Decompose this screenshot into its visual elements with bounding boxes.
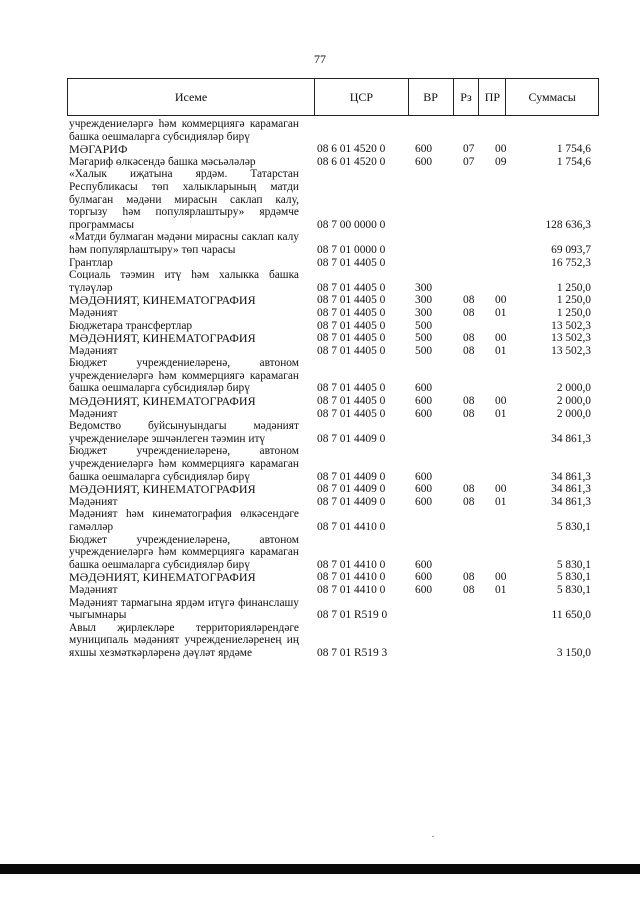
table-row — [69, 534, 591, 572]
page-number: 77 — [314, 52, 326, 66]
cell-name: Социаль тәэмин итү һәм халыкка башка түләүләр — [69, 269, 299, 294]
cell-vr: 600 — [415, 143, 433, 156]
cell-pr: 01 — [495, 407, 507, 420]
cell-name: Мәдәният — [69, 583, 118, 596]
cell-sum: 128 636,3 — [545, 218, 591, 231]
cell-name: МӘДӘНИЯТ, КИНЕМАТОГРАФИЯ — [69, 570, 256, 585]
cell-vr: 600 — [415, 571, 433, 584]
cell-rz: 08 — [463, 583, 475, 596]
table-header — [67, 78, 599, 116]
cell-name: Грантлар — [69, 256, 113, 269]
cell-vr: 600 — [415, 583, 433, 596]
cell-csr: 08 7 01 4409 0 — [317, 432, 386, 445]
cell-name: МӘГАРИФ — [69, 142, 128, 157]
table-row — [69, 332, 591, 345]
column-header-pr: ПР — [479, 79, 506, 115]
cell-csr: 08 7 01 4405 0 — [317, 281, 386, 294]
cell-sum: 5 830,1 — [556, 521, 591, 533]
cell-name: учреждениеләргә һәм коммерциягә карамаган башка оешмаларга субсидияләр бирү — [69, 118, 299, 143]
cell-csr: 08 6 01 4520 0 — [317, 155, 386, 168]
cell-sum: 1 754,6 — [556, 155, 591, 168]
cell-sum: 1 250,0 — [556, 281, 591, 294]
cell-name: МӘДӘНИЯТ, КИНЕМАТОГРАФИЯ — [69, 394, 256, 409]
cell-sum: 5 830,1 — [556, 558, 591, 571]
cell-csr: 08 6 01 4520 0 — [317, 143, 386, 156]
cell-sum: 2 000,0 — [556, 382, 591, 395]
cell-vr: 300 — [415, 281, 433, 294]
scan-bottom-edge — [0, 864, 640, 874]
cell-pr: 00 — [495, 395, 507, 408]
cell-sum: 2 000,0 — [556, 407, 591, 420]
cell-pr: 00 — [495, 294, 507, 307]
cell-vr: 600 — [415, 483, 433, 496]
cell-csr: 08 7 01 4410 0 — [317, 521, 386, 533]
table-row — [69, 143, 591, 156]
cell-sum: 34 861,3 — [551, 495, 591, 508]
table-row — [69, 257, 591, 270]
cell-rz: 08 — [463, 483, 475, 496]
cell-name: Бюджет учреждениеләренә, автоном учреждениеләргә һәм коммерциягә карамаган башка оешмаларга субсидияләр бирү — [69, 357, 299, 395]
cell-sum: 34 861,3 — [551, 432, 591, 445]
cell-name: Ведомство буйсынуындагы мәдәният учреждениеләре эшчәнлеген тәэмин итү — [69, 420, 299, 445]
cell-csr: 08 7 01 4409 0 — [317, 470, 386, 483]
table-row — [69, 269, 591, 294]
cell-sum: 2 000,0 — [556, 395, 591, 408]
cell-sum: 5 830,1 — [556, 571, 591, 584]
cell-vr: 600 — [415, 558, 433, 571]
cell-vr: 600 — [415, 495, 433, 508]
cell-sum: 1 754,6 — [556, 143, 591, 156]
cell-sum: 13 502,3 — [551, 319, 591, 332]
column-header-rz: Рз — [454, 79, 480, 115]
cell-vr: 500 — [415, 344, 433, 357]
cell-csr: 08 7 01 4405 0 — [317, 294, 386, 307]
cell-sum: 34 861,3 — [551, 470, 591, 483]
cell-csr: 08 7 01 4405 0 — [317, 256, 386, 269]
cell-sum: 11 650,0 — [551, 609, 591, 622]
cell-pr: 00 — [495, 571, 507, 584]
table-row — [69, 231, 591, 256]
cell-vr: 600 — [415, 395, 433, 408]
cell-rz: 08 — [463, 495, 475, 508]
cell-csr: 08 7 01 4405 0 — [317, 382, 386, 395]
cell-vr: 300 — [415, 294, 433, 307]
cell-sum: 5 830,1 — [556, 583, 591, 596]
cell-name: Мәгариф өлкәсендә башка мәсьәләләр — [69, 155, 256, 168]
cell-csr: 08 7 01 0000 0 — [317, 243, 386, 256]
cell-vr: 500 — [415, 319, 433, 332]
cell-name: Мәдәният — [69, 407, 118, 420]
cell-sum: 34 861,3 — [551, 483, 591, 496]
cell-rz: 08 — [463, 407, 475, 420]
table-row — [69, 345, 591, 358]
cell-name: Авыл җирлекләре территорияләрендәге муниципаль мәдәният учреждениеләренең иң яхшы хезмәткәрләренә дәүләт ярдәме — [69, 621, 299, 659]
cell-name: МӘДӘНИЯТ, КИНЕМАТОГРАФИЯ — [69, 482, 256, 497]
cell-name: Мәдәният — [69, 306, 118, 319]
cell-sum: 69 093,7 — [551, 243, 591, 256]
cell-rz: 08 — [463, 344, 475, 357]
cell-name: Мәдәният тармагына ярдәм итүгә финанслашу чыгымнары — [69, 596, 299, 622]
cell-sum: 16 752,3 — [551, 256, 591, 269]
column-header-csr: ЦСР — [315, 79, 409, 115]
table-row — [69, 445, 591, 483]
table-row — [69, 408, 591, 421]
cell-csr: 08 7 01 R519 0 — [317, 609, 388, 622]
cell-csr: 08 7 01 4410 0 — [317, 583, 386, 596]
table-row — [69, 420, 591, 445]
cell-pr: 01 — [495, 583, 507, 596]
cell-csr: 08 7 01 4409 0 — [317, 483, 386, 496]
cell-name: Мәдәният — [69, 344, 118, 357]
column-header-sum: Суммасы — [528, 89, 576, 104]
cell-vr: 600 — [415, 382, 433, 395]
cell-csr: 08 7 01 4405 0 — [317, 344, 386, 357]
cell-pr: 01 — [495, 306, 507, 319]
column-header-name: Исеме — [68, 79, 315, 115]
cell-name: МӘДӘНИЯТ, КИНЕМАТОГРАФИЯ — [69, 293, 256, 308]
cell-name: МӘДӘНИЯТ, КИНЕМАТОГРАФИЯ — [69, 331, 256, 346]
cell-rz: 07 — [463, 155, 475, 168]
cell-csr: 08 7 01 4410 0 — [317, 571, 386, 584]
cell-vr: 300 — [415, 306, 433, 319]
table-row — [69, 508, 591, 533]
table-row — [69, 118, 591, 143]
table-body — [69, 118, 591, 660]
cell-name: Мәдәният — [69, 495, 118, 508]
cell-pr: 01 — [495, 495, 507, 508]
cell-csr: 08 7 01 4410 0 — [317, 558, 386, 571]
table-row — [69, 622, 591, 660]
cell-vr: 600 — [415, 155, 433, 168]
cell-csr: 08 7 00 0000 0 — [317, 218, 386, 231]
cell-sum: 1 250,0 — [556, 306, 591, 319]
cell-pr: 00 — [495, 143, 507, 156]
column-header-vr: ВР — [409, 79, 454, 115]
table-row — [69, 294, 591, 307]
cell-sum: 1 250,0 — [556, 294, 591, 307]
cell-rz: 07 — [463, 143, 475, 156]
cell-rz: 08 — [463, 306, 475, 319]
table-row — [69, 584, 591, 597]
table-row — [69, 156, 591, 169]
table-row — [69, 496, 591, 509]
cell-csr: 08 7 01 4405 0 — [317, 319, 386, 332]
cell-name: Бюджет учреждениеләренә, автоном учреждениеләргә һәм коммерциягә карамаган башка оешмаларга субсидияләр бирү — [69, 533, 299, 571]
cell-csr: 08 7 01 4409 0 — [317, 495, 386, 508]
cell-sum: 3 150,0 — [556, 646, 591, 659]
scan-speck — [432, 836, 434, 837]
table-row — [69, 168, 591, 231]
cell-csr: 08 7 01 4405 0 — [317, 407, 386, 420]
cell-rz: 08 — [463, 395, 475, 408]
cell-pr: 09 — [495, 155, 507, 168]
cell-rz: 08 — [463, 571, 475, 584]
cell-vr: 600 — [415, 470, 433, 483]
table-row — [69, 483, 591, 496]
cell-vr: 600 — [415, 407, 433, 420]
cell-pr: 00 — [495, 483, 507, 496]
table-row — [69, 597, 591, 622]
cell-rz: 08 — [463, 332, 475, 345]
table-row — [69, 307, 591, 320]
cell-name: Бюджетара трансфертлар — [69, 319, 193, 332]
table-row — [69, 357, 591, 395]
cell-csr: 08 7 01 4405 0 — [317, 306, 386, 319]
cell-name: «Матди булмаган мәдәни мирасны саклап калу һәм популярлаштыру» төп чарасы — [69, 231, 299, 256]
cell-vr: 500 — [415, 332, 433, 345]
cell-name: Мәдәният һәм кинематография өлкәсендәге гамәлләр — [69, 508, 299, 533]
cell-name: Бюджет учреждениеләренә, автоном учреждениеләргә һәм коммерциягә карамаган башка оешмаларга субсидияләр бирү — [69, 445, 299, 483]
cell-csr: 08 7 01 R519 3 — [317, 646, 388, 659]
cell-sum: 13 502,3 — [551, 332, 591, 345]
table-row — [69, 571, 591, 584]
cell-csr: 08 7 01 4405 0 — [317, 332, 386, 345]
cell-pr: 01 — [495, 344, 507, 357]
cell-name: «Халык иҗатына ярдәм. Татарстан Республикасы төп халыкларының матди булмаган мәдәни мирасын саклап калу, торгызу һәм популярлаштыру» ярдәмче программасы — [69, 168, 299, 231]
cell-csr: 08 7 01 4405 0 — [317, 395, 386, 408]
cell-sum: 13 502,3 — [551, 344, 591, 357]
cell-rz: 08 — [463, 294, 475, 307]
table-row — [69, 395, 591, 408]
cell-pr: 00 — [495, 332, 507, 345]
